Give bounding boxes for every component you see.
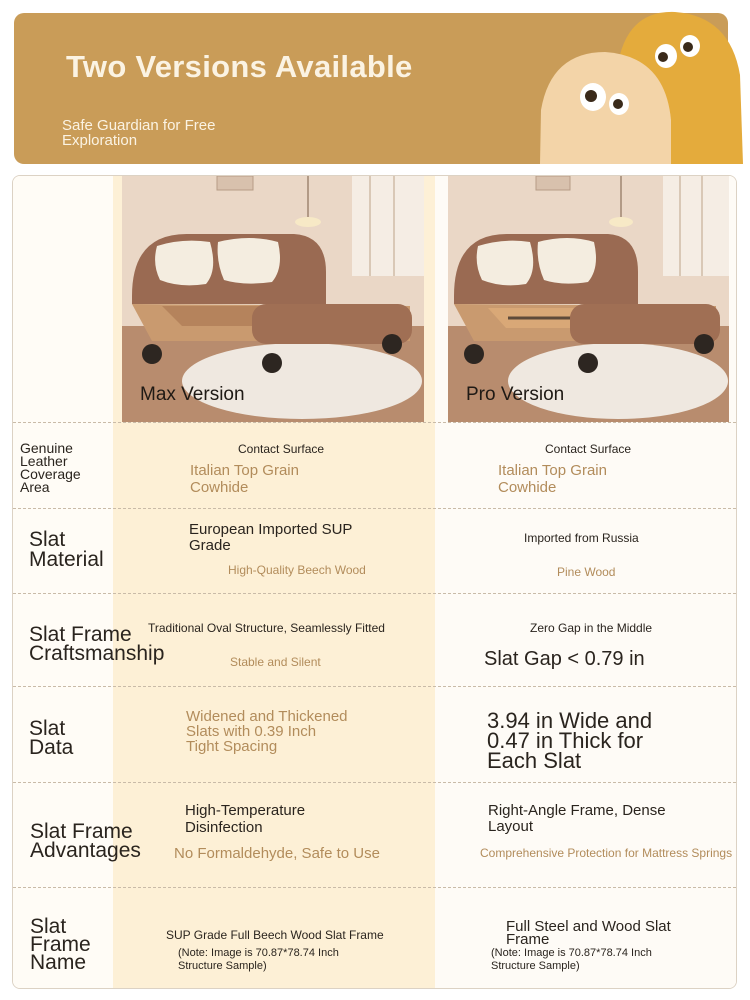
row-label-advantages: Slat Frame Advantages <box>30 820 141 862</box>
max-leather-heading: Contact Surface <box>238 442 325 456</box>
banner-title: Two Versions Available <box>66 49 413 84</box>
max-material-heading: European Imported SUP Grade <box>189 521 353 554</box>
pro-material-detail: Pine Wood <box>557 565 616 579</box>
row-divider <box>13 422 736 423</box>
max-adv-heading: High-Temperature Disinfection <box>185 802 306 836</box>
pro-adv-detail: Comprehensive Protection for Mattress Springs <box>480 846 733 860</box>
pro-leather-heading: Contact Surface <box>545 442 632 456</box>
row-divider <box>13 887 736 888</box>
pro-name-note: (Note: Image is 70.87*78.74 Inch Structure Sample) <box>491 947 652 972</box>
pro-craft-heading: Zero Gap in the Middle <box>530 621 653 635</box>
row-label-slat-data: Slat Data <box>29 717 74 759</box>
max-version-label: Max Version <box>140 384 245 405</box>
max-version-photo <box>122 176 424 422</box>
pro-version-label: Pro Version <box>466 384 565 405</box>
row-label-frame-name: Slat Frame Name <box>30 915 91 974</box>
max-name-note: (Note: Image is 70.87*78.74 Inch Structure Sample) <box>178 947 339 972</box>
pro-adv-heading: Right-Angle Frame, Dense Layout <box>488 802 666 835</box>
pro-version-photo <box>448 176 729 422</box>
comparison-table <box>12 175 737 989</box>
pro-leather-detail: Italian Top Grain Cowhide <box>498 462 607 496</box>
max-material-detail: High-Quality Beech Wood <box>228 563 366 577</box>
max-craft-detail: Stable and Silent <box>230 655 321 669</box>
row-divider <box>13 593 736 594</box>
row-label-leather-coverage: Genuine Leather Coverage Area <box>20 440 81 495</box>
max-craft-heading: Traditional Oval Structure, Seamlessly Fitted <box>148 621 385 635</box>
max-name-heading: SUP Grade Full Beech Wood Slat Frame <box>166 928 384 942</box>
pro-data-detail: 3.94 in Wide and 0.47 in Thick for Each Slat <box>487 708 653 773</box>
label-column <box>13 176 113 988</box>
row-label-craftsmanship: Slat Frame Craftsmanship <box>29 623 165 665</box>
pro-name-heading: Full Steel and Wood Slat Frame <box>506 918 671 948</box>
max-data-detail: Widened and Thickened Slats with 0.39 Inch Tight Spacing <box>186 708 348 755</box>
max-leather-detail: Italian Top Grain Cowhide <box>190 462 299 496</box>
row-label-slat-material: Slat Material <box>29 528 104 571</box>
row-divider <box>13 508 736 509</box>
pro-craft-detail: Slat Gap < 0.79 in <box>484 648 645 670</box>
max-adv-detail: No Formaldehyde, Safe to Use <box>174 845 380 862</box>
banner-subtitle: Safe Guardian for Free Exploration <box>62 117 216 149</box>
row-divider <box>13 782 736 783</box>
row-divider <box>13 686 736 687</box>
mascot-illustration <box>525 0 750 164</box>
pro-material-heading: Imported from Russia <box>524 531 639 545</box>
